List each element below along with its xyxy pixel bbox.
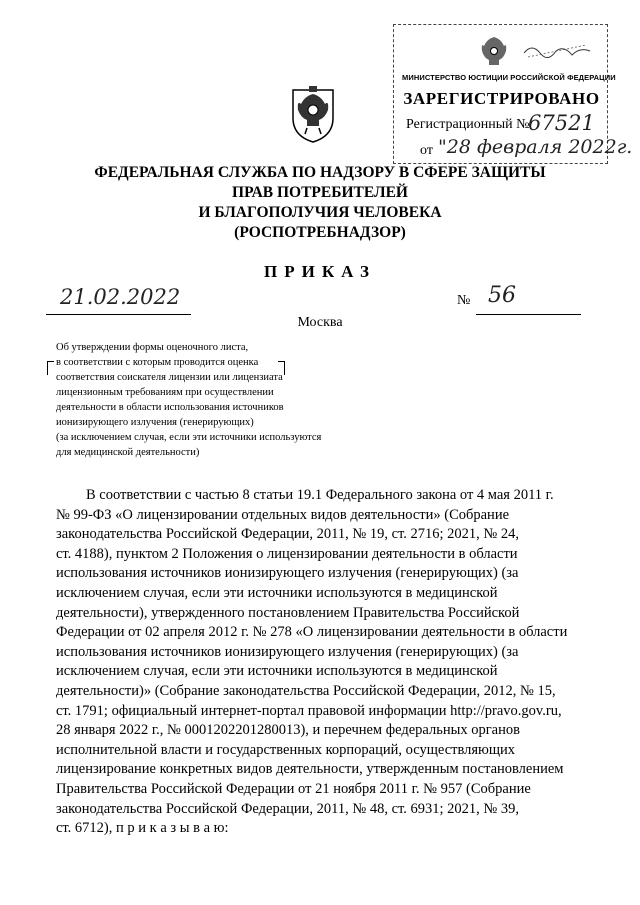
body-line: исполнительной власти и государственных корпораций, осуществляющих (56, 741, 516, 758)
coat-of-arms-icon (285, 80, 341, 144)
subject-bracket-left (47, 361, 54, 375)
subject-line: деятельности в области использования источников (56, 402, 284, 413)
body-line: исключением случая, если эти источники используются в медицинской (56, 584, 498, 601)
order-title: ПРИКАЗ (264, 262, 376, 281)
stamp-ministry: МИНИСТЕРСТВО ЮСТИЦИИ РОССИЙСКОЙ ФЕДЕРАЦИИ (402, 73, 616, 82)
agency-line-3: И БЛАГОПОЛУЧИЯ ЧЕЛОВЕКА (198, 204, 442, 221)
order-subject (56, 340, 366, 460)
body-line: лицензирование конкретных видов деятельности, утвержденным постановлением (56, 761, 564, 778)
subject-line: Об утверждении формы оценочного листа, (56, 342, 249, 353)
subject-line: ионизирующего излучения (генерирующих) (56, 417, 254, 428)
body-line: ст. 4188), пунктом 2 Положения о лицензировании деятельности в области (56, 545, 518, 562)
body-line: законодательства Российской Федерации, 2011, № 19, ст. 2716; 2021, № 24, (56, 526, 520, 543)
stamp-signature-icon (522, 39, 592, 63)
body-line: использования источников ионизирующего излучения (генерирующих) (за (56, 565, 519, 582)
subject-line: для медицинской деятельности) (56, 447, 200, 458)
agency-line-2: ПРАВ ПОТРЕБИТЕЛЕЙ (232, 184, 408, 201)
body-line: ст. 6712), п р и к а з ы в а ю: (56, 820, 229, 837)
body-line: 28 января 2022 г., № 0001202201280013), и перечнем федеральных органов (56, 722, 520, 739)
stamp-reg-label: Регистрационный № (406, 117, 530, 132)
agency-line-1: ФЕДЕРАЛЬНАЯ СЛУЖБА ПО НАДЗОРУ В СФЕРЕ ЗАЩИТЫ (94, 164, 546, 181)
subject-line: (за исключением случая, если эти источники используются (56, 432, 322, 443)
body-line: деятельности)» (Собрание законодательства Российской Федерации, 2012, № 15, (56, 682, 556, 699)
body-line: законодательства Российской Федерации, 2011, № 48, ст. 6931; 2021, № 39, (56, 800, 520, 817)
body-line: В соответствии с частью 8 статьи 19.1 Федерального закона от 4 мая 2011 г. (86, 487, 554, 503)
agency-line-4: (РОСПОТРЕБНАДЗОР) (234, 224, 406, 241)
stamp-reg-number: 67521 (528, 111, 595, 135)
subject-line: лицензионным требованиям при осуществлении (56, 387, 274, 398)
subject-line: в соответствии с которым проводится оценка (56, 357, 259, 368)
body-line: Правительства Российской Федерации от 21 ноября 2011 г. № 957 (Собрание (56, 780, 531, 797)
stamp-date: "28 февраля 2022г. (438, 136, 633, 158)
order-date: 21.02.2022 (60, 285, 181, 309)
agency-heading (60, 163, 580, 243)
body-line: деятельности), утвержденного постановлением Правительства Российской (56, 604, 520, 621)
stamp-emblem-icon (474, 33, 514, 69)
order-number: 56 (488, 283, 516, 308)
body-line: № 99-ФЗ «О лицензировании отдельных видов деятельности» (Собрание (56, 506, 510, 523)
order-number-sign: № (457, 293, 471, 308)
body-line: Федерации от 02 апреля 2012 г. № 278 «О лицензировании деятельности в области (56, 624, 568, 641)
subject-line: соответствия соискателя лицензии или лицензиата (56, 372, 283, 383)
body-line: использования источников ионизирующего излучения (генерирующих) (за (56, 643, 519, 660)
body-line: ст. 1791; официальный интернет-портал правовой информации http://pravo.gov.ru, (56, 702, 562, 719)
stamp-date-prefix: от (420, 143, 433, 158)
order-body (56, 486, 588, 839)
body-line: исключением случая, если эти источники используются в медицинской (56, 663, 498, 680)
stamp-status: ЗАРЕГИСТРИРОВАНО (403, 89, 600, 108)
registration-stamp (393, 24, 633, 164)
order-city: Москва (297, 315, 343, 330)
